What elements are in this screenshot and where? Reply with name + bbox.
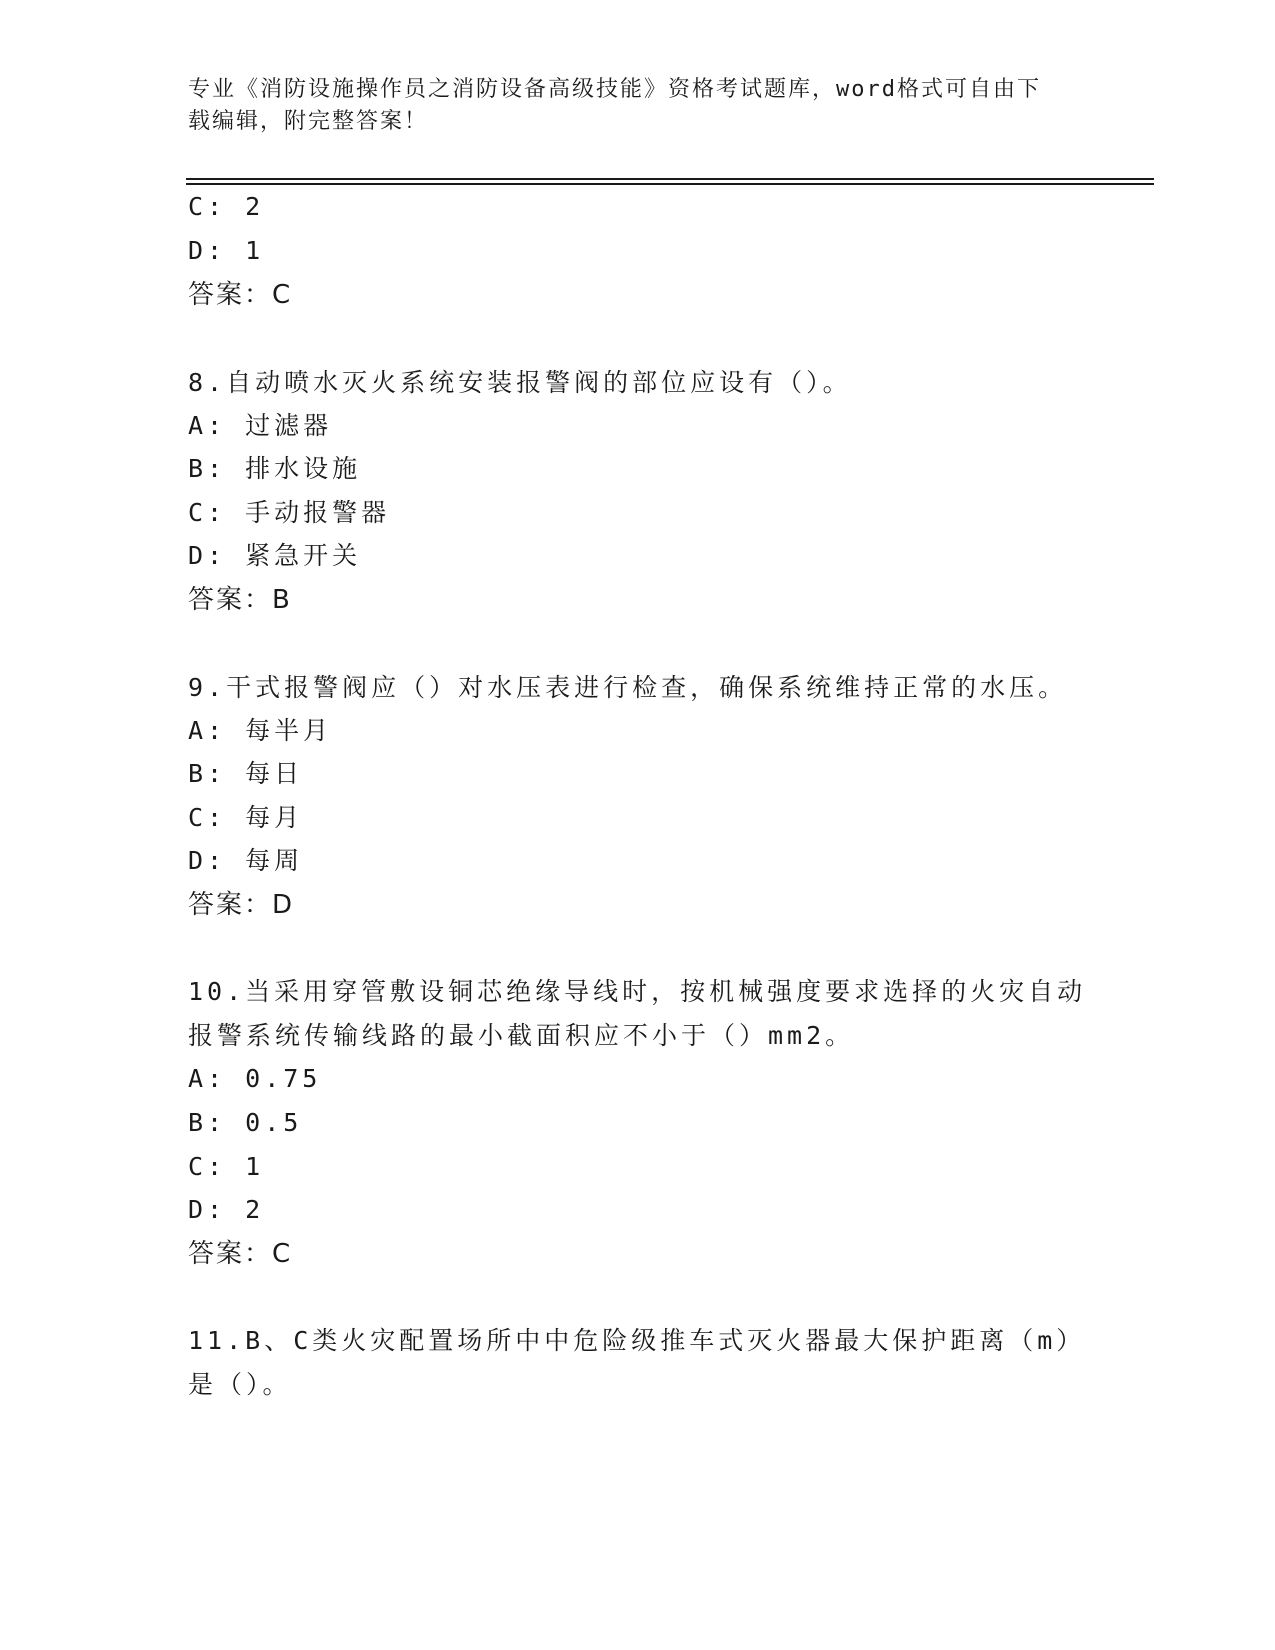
question-8-text: 8.自动喷水灭火系统安装报警阀的部位应设有（）。 (188, 368, 852, 397)
answer-line: 答案：C (188, 280, 293, 310)
question-10-option-b: B: 0.5 (188, 1108, 303, 1137)
option-d: D: 1 (188, 236, 265, 265)
question-8-option-b: B: 排水设施 (188, 454, 362, 483)
question-9-option-b: B: 每日 (188, 759, 304, 788)
option-c: C: 2 (188, 192, 265, 221)
header-divider-bottom (186, 183, 1154, 185)
question-10-text-line-1: 10.当采用穿管敷设铜芯绝缘导线时，按机械强度要求选择的火灾自动 (188, 977, 1087, 1006)
question-8-option-a: A: 过滤器 (188, 411, 333, 440)
header-line-1: 专业《消防设施操作员之消防设备高级技能》资格考试题库，word格式可自由下 (188, 77, 1041, 102)
question-8-option-c: C: 手动报警器 (188, 498, 391, 527)
header-line-2: 载编辑，附完整答案！ (188, 109, 429, 134)
question-9-option-c: C: 每月 (188, 803, 304, 832)
question-10-text-line-2: 报警系统传输线路的最小截面积应不小于（）mm2。 (188, 1021, 855, 1050)
question-9-option-a: A: 每半月 (188, 716, 333, 745)
header-divider-top (186, 178, 1154, 180)
question-9-answer: 答案：D (188, 890, 295, 920)
question-9-option-d: D: 每周 (188, 846, 304, 875)
question-11-text-line-2: 是（）。 (188, 1370, 292, 1399)
question-9-text: 9.干式报警阀应（）对水压表进行检查，确保系统维持正常的水压。 (188, 673, 1068, 702)
question-8-answer: 答案：B (188, 585, 292, 615)
question-10-option-d: D: 2 (188, 1195, 265, 1224)
question-10-option-c: C: 1 (188, 1152, 265, 1181)
question-10-option-a: A: 0.75 (188, 1064, 322, 1093)
question-10-answer: 答案：C (188, 1239, 293, 1269)
question-8-option-d: D: 紧急开关 (188, 541, 362, 570)
document-header (188, 74, 1068, 138)
question-11-text-line-1: 11.B、C类火灾配置场所中中危险级推车式灭火器最大保护距离（m） (188, 1326, 1086, 1355)
